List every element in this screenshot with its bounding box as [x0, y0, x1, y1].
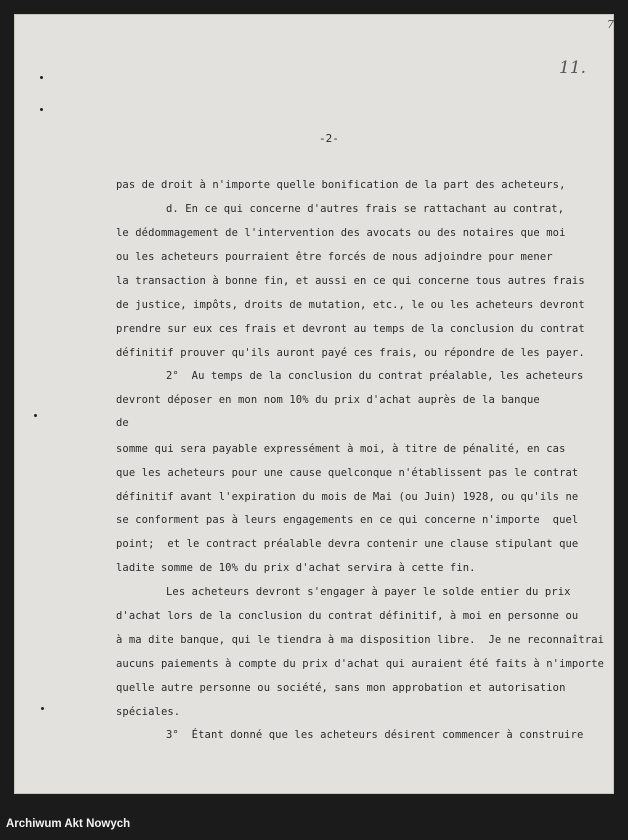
document-page	[14, 14, 614, 794]
text-line: d'achat lors de la conclusion du contrat définitif, à moi en personne ou	[116, 610, 579, 622]
punch-mark	[40, 108, 43, 111]
text-line: prendre sur eux ces frais et devront au temps de la conclusion du contrat	[116, 323, 585, 335]
text-line: pas de droit à n'importe quelle bonification de la part des acheteurs,	[116, 179, 566, 191]
text-line: spéciales.	[116, 706, 181, 718]
text-line: la transaction à bonne fin, et aussi en ce qui concerne tous autres frais	[116, 275, 585, 287]
text-line: quelle autre personne ou société, sans mon approbation et autorisation	[116, 682, 566, 694]
text-line: 2° Au temps de la conclusion du contrat préalable, les acheteurs	[166, 370, 584, 382]
text-line: à ma dite banque, qui le tiendra à ma disposition libre. Je ne reconnaîtrai	[116, 634, 605, 646]
corner-mark: 7	[607, 18, 614, 31]
text-line: de justice, impôts, droits de mutation, etc., le ou les acheteurs devront	[116, 299, 585, 311]
archive-footer-label: Archiwum Akt Nowych	[6, 818, 131, 830]
text-line: ladite somme de 10% du prix d'achat servira à cette fin.	[116, 562, 476, 574]
text-line: Les acheteurs devront s'engager à payer le solde entier du prix	[166, 586, 571, 598]
punch-mark	[40, 76, 43, 79]
text-line: le dédommagement de l'intervention des avocats ou des notaires que moi	[116, 227, 566, 239]
page-number: -2-	[319, 132, 339, 145]
text-line: se conforment pas à leurs engagements en ce qui concerne n'importe quel	[116, 514, 579, 526]
text-line: d. En ce qui concerne d'autres frais se rattachant au contrat,	[166, 203, 565, 215]
text-line: de	[116, 417, 129, 429]
text-line: définitif prouver qu'ils auront payé ces frais, ou répondre de les payer.	[116, 347, 585, 359]
punch-mark	[34, 414, 37, 417]
text-line: définitif avant l'expiration du mois de Mai (ou Juin) 1928, ou qu'ils ne	[116, 491, 579, 503]
text-line: ou les acheteurs pourraient être forcés de nous adjoindre pour mener	[116, 251, 553, 263]
text-line: que les acheteurs pour une cause quelconque n'établissent pas le contrat	[116, 467, 579, 479]
handwritten-page-number: 11.	[558, 58, 586, 78]
punch-mark	[41, 707, 44, 710]
text-line: somme qui sera payable expressément à moi, à titre de pénalité, en cas	[116, 443, 566, 455]
text-line: aucuns paiements à compte du prix d'achat qui auraient été faits à n'importe	[116, 658, 605, 670]
text-line: devront déposer en mon nom 10% du prix d'achat auprès de la banque	[116, 394, 540, 406]
text-line: point; et le contract préalable devra contenir une clause stipulant que	[116, 538, 579, 550]
text-line: 3° Étant donné que les acheteurs désirent commencer à construire	[166, 729, 584, 741]
